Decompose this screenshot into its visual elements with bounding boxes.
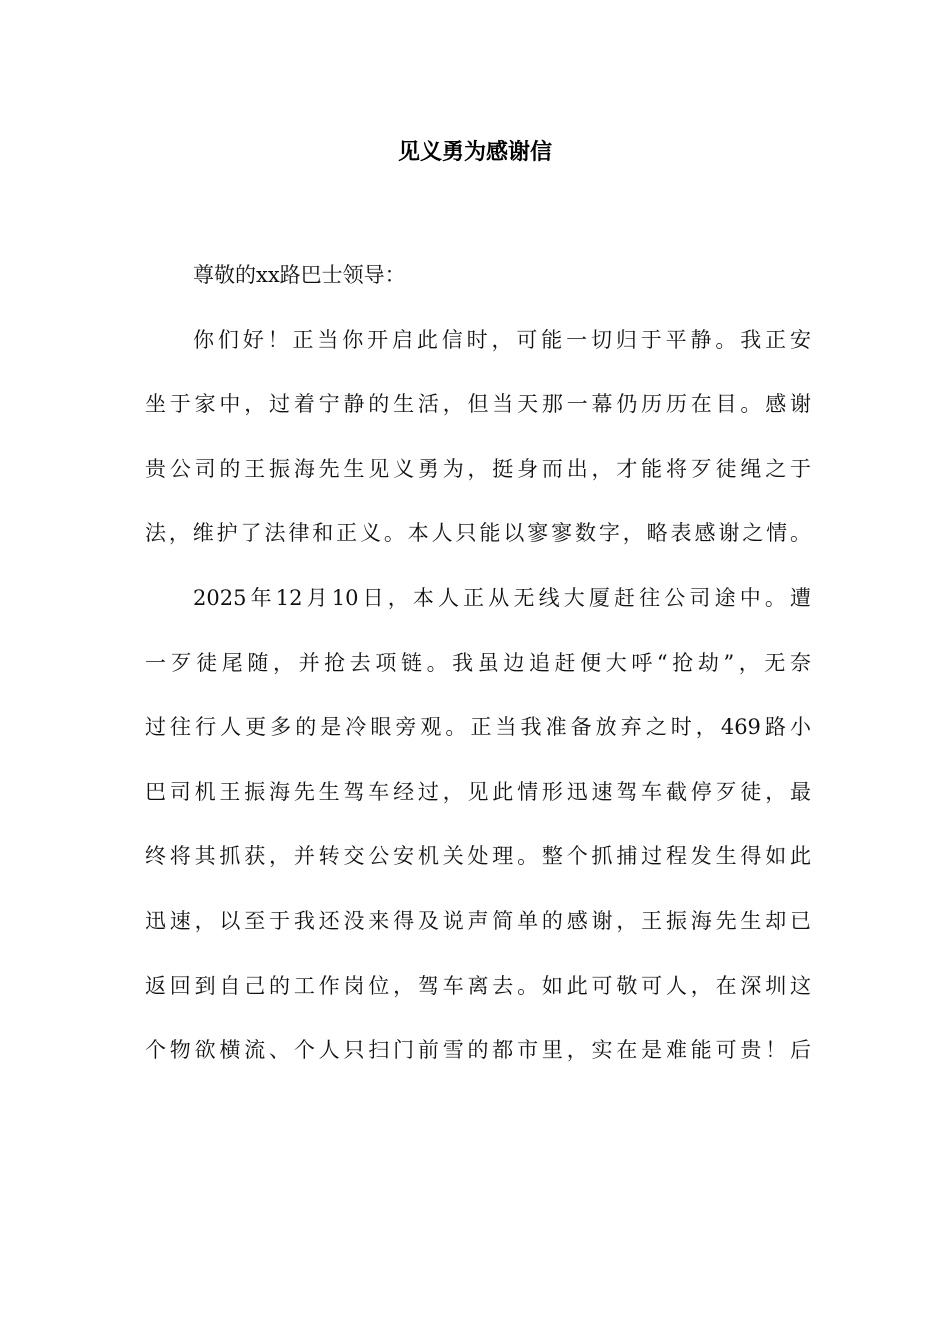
paragraph-2-line-8: 个物欲横流、个人只扫门前雪的都市里，实在是难能可贵！后 (145, 1038, 811, 1063)
letter-body (145, 257, 811, 1097)
paragraph-2-line-2: 一歹徒尾随，并抢去项链。我虽边追赶便大呼“抢劫”，无奈 (145, 650, 811, 675)
paragraph-1-line-1: 你们好！正当你开启此信时，可能一切归于平静。我正安 (193, 327, 811, 352)
paragraph-2-line-6: 迅速，以至于我还没来得及说声简单的感谢，王振海先生却已 (145, 908, 811, 933)
salutation: 尊敬的xx路巴士领导： (193, 263, 406, 287)
letter-title: 见义勇为感谢信 (397, 139, 552, 165)
paragraph-2-line-7: 返回到自己的工作岗位，驾车离去。如此可敬可人，在深圳这 (145, 973, 811, 998)
paragraph-2-line-1: 2025年12月10日，本人正从无线大厦赶往公司途中。遭 (193, 585, 811, 610)
paragraph-1-line-2: 坐于家中，过着宁静的生活，但当天那一幕仍历历在目。感谢 (145, 392, 811, 417)
paragraph-2-line-5: 终将其抓获，并转交公安机关处理。整个抓捕过程发生得如此 (145, 844, 811, 869)
paragraph-1-line-3: 贵公司的王振海先生见义勇为，挺身而出，才能将歹徒绳之于 (145, 456, 811, 481)
paragraph-2-line-3: 过往行人更多的是冷眼旁观。正当我准备放弃之时，469路小 (145, 715, 811, 740)
paragraph-1-line-4: 法，维护了法律和正义。本人只能以寥寥数字，略表感谢之情。 (145, 521, 811, 546)
paragraph-2-line-4: 巴司机王振海先生驾车经过，见此情形迅速驾车截停歹徒，最 (145, 779, 811, 804)
